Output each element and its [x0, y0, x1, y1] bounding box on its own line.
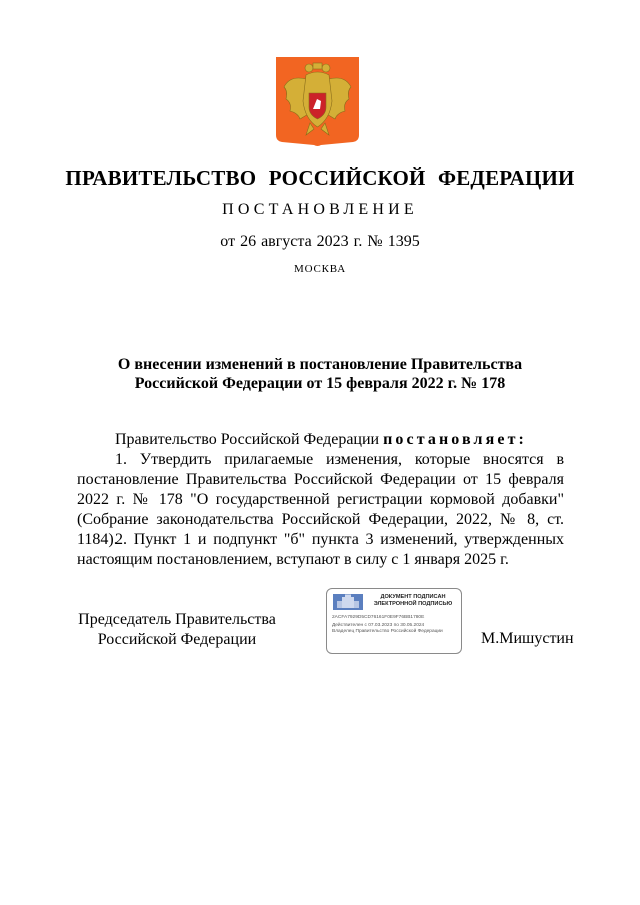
stamp-validity: Действителен с 07.03.2023 по 30.05.2024: [332, 623, 425, 628]
subject-line-1: О внесении изменений в постановление Правительства: [117, 356, 523, 373]
clause-2: 2. Пункт 1 и подпункт "б" пункта 3 изменений, утвержденных настоящим постановлением, вступают в силу с 1 января 2025 г.: [77, 531, 564, 568]
document-subject: [0, 355, 640, 393]
clause-1: 1. Утвердить прилагаемые изменения, которые вносятся в постановление Правительства Российской Федерации от 15 февраля 2022 г. № 178 "О государственной регистрации кормовой добавки" (Собрание законодательства Российской Федерации, 2022, № 8, ст. 1184).: [77, 451, 564, 548]
stamp-title-line-1: ДОКУМЕНТ ПОДПИСАН: [380, 594, 446, 600]
stamp-title: [365, 594, 461, 608]
document-date-number: от 26 августа 2023 г. № 1395: [220, 233, 420, 250]
electronic-signature-stamp: [326, 588, 462, 654]
government-building-icon: [333, 594, 363, 610]
russian-coat-of-arms-icon: [276, 57, 359, 147]
intro-text: Правительство Российской Федерации: [115, 431, 384, 448]
signatory-name: М.Мишустин: [481, 630, 574, 647]
document-type: ПОСТАНОВЛЕНИЕ: [222, 201, 418, 218]
subject-line-2: Российской Федерации от 15 февраля 2022 г. № 178: [134, 375, 506, 392]
resolution-intro: [77, 430, 564, 450]
resolves-word: постановляет:: [383, 431, 527, 448]
stamp-owner: Владелец Правительство Российской Федерации: [332, 629, 443, 634]
position-line-1: Председатель Правительства: [78, 611, 276, 628]
document-city: МОСКВА: [294, 263, 346, 275]
stamp-certificate: 2ACFA7929D5CD76161F0E9F76BB1780E: [332, 615, 425, 620]
position-line-2: Российской Федерации: [97, 631, 257, 648]
stamp-title-line-2: ЭЛЕКТРОННОЙ ПОДПИСЬЮ: [373, 601, 453, 607]
government-title: ПРАВИТЕЛЬСТВО РОССИЙСКОЙ ФЕДЕРАЦИИ: [65, 166, 575, 190]
signatory-position: [77, 610, 277, 650]
